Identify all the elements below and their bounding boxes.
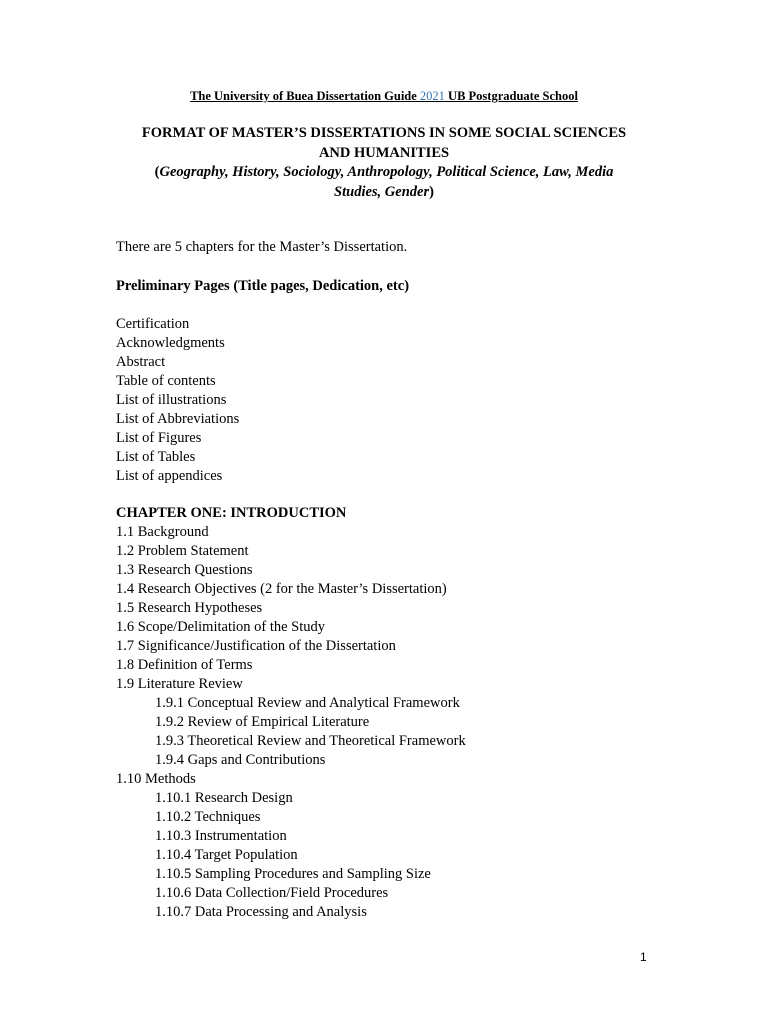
preliminary-section bbox=[116, 277, 716, 296]
list-item: Abstract bbox=[116, 354, 166, 370]
list-subitem: 1.10.7 Data Processing and Analysis bbox=[155, 904, 367, 920]
list-item: 1.6 Scope/Delimitation of the Study bbox=[116, 619, 326, 635]
subtitle-line-1 bbox=[60, 163, 708, 183]
list-item: 1.7 Significance/Justification of the Dissertation bbox=[116, 638, 396, 654]
list-item: List of appendices bbox=[116, 468, 223, 484]
list-subitem: 1.10.5 Sampling Procedures and Sampling Size bbox=[155, 866, 431, 882]
title-line-1: FORMAT OF MASTER’S DISSERTATIONS IN SOME SOCIAL SCIENCES bbox=[141, 125, 627, 141]
list-item: 1.1 Background bbox=[116, 524, 209, 540]
list-item: 1.2 Problem Statement bbox=[116, 543, 249, 559]
title-line-2: AND HUMANITIES bbox=[318, 144, 450, 161]
list-item: List of illustrations bbox=[116, 392, 227, 408]
intro-paragraph bbox=[116, 238, 716, 257]
list-item: 1.8 Definition of Terms bbox=[116, 657, 253, 673]
subtitle-line-2 bbox=[60, 183, 708, 203]
list-subitem: 1.9.1 Conceptual Review and Analytical Framework bbox=[155, 695, 460, 711]
list-item: 1.5 Research Hypotheses bbox=[116, 600, 263, 616]
subtitle-close-paren: ) bbox=[429, 183, 434, 200]
list-item: 1.4 Research Objectives (2 for the Master’s Dissertation) bbox=[116, 581, 447, 597]
list-subitem: 1.9.3 Theoretical Review and Theoretical Framework bbox=[155, 733, 466, 749]
list-subitem: 1.10.3 Instrumentation bbox=[155, 828, 287, 844]
preliminary-list bbox=[116, 315, 716, 486]
list-subitem: 1.10.1 Research Design bbox=[155, 790, 293, 806]
list-subitem: 1.10.4 Target Population bbox=[155, 847, 298, 863]
list-subitem: 1.10.2 Techniques bbox=[155, 809, 261, 825]
document-title bbox=[60, 124, 708, 202]
header-year: 2021 bbox=[419, 89, 445, 103]
chapter-one-heading: CHAPTER ONE: INTRODUCTION bbox=[116, 505, 347, 521]
list-item: Certification bbox=[116, 316, 190, 332]
list-item: 1.3 Research Questions bbox=[116, 562, 253, 578]
list-subitem: 1.10.6 Data Collection/Field Procedures bbox=[155, 885, 389, 901]
list-item: Table of contents bbox=[116, 373, 216, 389]
preliminary-heading: Preliminary Pages (Title pages, Dedication, etc) bbox=[116, 278, 410, 294]
chapter-one-section bbox=[116, 504, 716, 922]
page-number: 1 bbox=[640, 950, 647, 964]
header-right-text: UB Postgraduate School bbox=[444, 89, 578, 103]
list-subitem: 1.9.4 Gaps and Contributions bbox=[155, 752, 326, 768]
running-header bbox=[0, 89, 768, 104]
list-item: Acknowledgments bbox=[116, 335, 225, 351]
subtitle-text-1: Geography, History, Sociology, Anthropology, Political Science, Law, Media bbox=[159, 164, 614, 180]
intro-text: There are 5 chapters for the Master’s Dissertation. bbox=[116, 239, 408, 255]
subtitle-open-paren: ( bbox=[154, 164, 160, 180]
header-left-text: The University of Buea Dissertation Guide bbox=[190, 89, 420, 103]
list-item: 1.10 Methods bbox=[116, 771, 196, 787]
list-item: List of Tables bbox=[116, 449, 196, 465]
list-subitem: 1.9.2 Review of Empirical Literature bbox=[155, 714, 370, 730]
list-item: List of Abbreviations bbox=[116, 411, 240, 427]
subtitle-text-2: Studies, Gender bbox=[334, 183, 430, 200]
list-item: List of Figures bbox=[116, 430, 202, 446]
list-item: 1.9 Literature Review bbox=[116, 676, 243, 692]
